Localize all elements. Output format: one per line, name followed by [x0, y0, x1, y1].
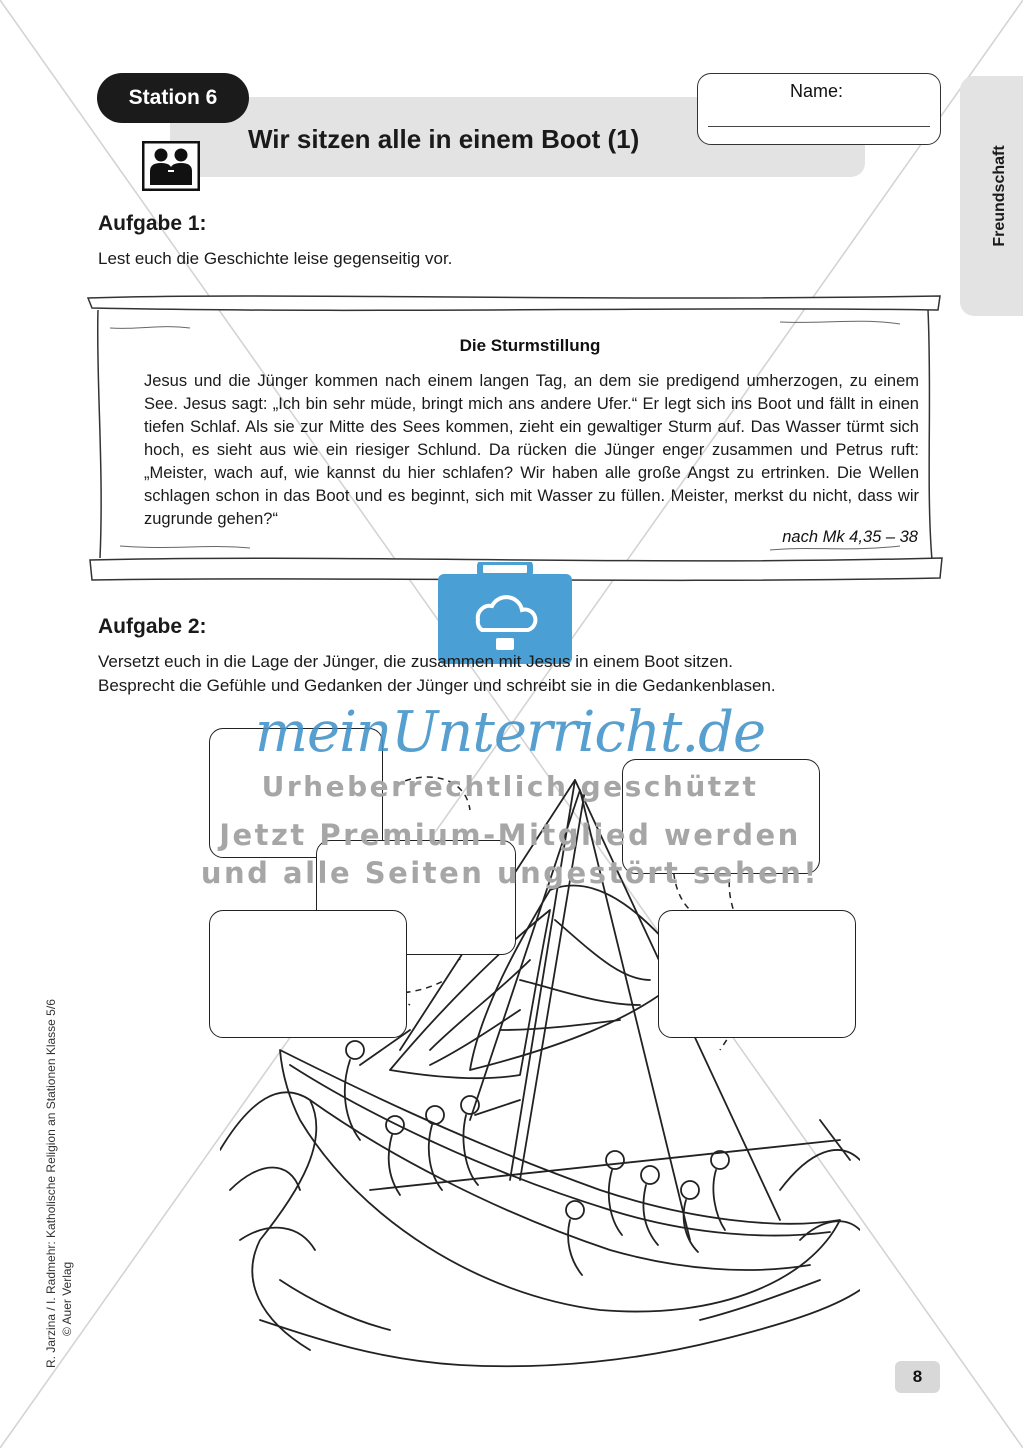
watermark-line-3: und alle Seiten ungestört sehen!	[200, 856, 820, 890]
page-title: Wir sitzen alle in einem Boot (1)	[248, 124, 640, 154]
task2-line1: Versetzt euch in die Lage der Jünger, die zusammen mit Jesus in einem Boot sitzen.	[98, 652, 734, 671]
credit-publisher: © Auer Verlag	[60, 1261, 74, 1336]
task1-heading: Aufgabe 1:	[98, 212, 207, 235]
task2-heading: Aufgabe 2:	[98, 615, 207, 638]
thought-bubble-5[interactable]	[658, 910, 856, 1038]
name-label: Name:	[790, 81, 844, 101]
name-write-line	[708, 126, 930, 127]
station-label: Station 6	[97, 73, 249, 123]
story-title: Die Sturmstillung	[459, 336, 601, 355]
thought-bubble-4[interactable]	[209, 910, 407, 1038]
partner-work-icon	[142, 141, 200, 191]
story-source: nach Mk 4,35 – 38	[782, 528, 918, 546]
side-tab-label: Freundschaft	[991, 145, 1008, 247]
story-text: Jesus und die Jünger kommen nach einem langen Tag, an dem sie predigend umherzogen, zu einem See. Jesus sagt: „Ich bin sehr müde, bringt mich ans andere Ufer.“ Er legt sich ins Boot und fällt in einen tiefen Schlaf. Als sie zur Mitte des Sees kommen, zieht ein gewaltiger Sturm auf. Das Wasser türmt sich hoch, es sieht aus wie ein riesiger Schlund. Da rücken die Jünger enger zusammen und Petrus ruft: „Meister, wach auf, wie kannst du hier schlafen? Wir haben alle große Angst zu ertrinken. Die Wellen schlagen schon in das Boot und es beginnt, sich mit Wasser zu füllen. Meister, merkst du nicht, dass wir zugrunde gehen?“	[144, 372, 919, 528]
task2-line2: Besprecht die Gefühle und Gedanken der Jünger und schreibt sie in die Gedankenblasen.	[98, 676, 776, 695]
watermark-line-2: Jetzt Premium-Mitglied werden	[219, 818, 801, 852]
watermark-brand: meinUnterricht.de	[254, 700, 766, 765]
credit-authors: R. Jarzina / I. Radmehr: Katholische Religion an Stationen Klasse 5/6	[44, 999, 58, 1368]
page-number: 8	[895, 1361, 940, 1393]
watermark-line-1: Urheberrechtlich geschützt	[261, 770, 759, 803]
task1-instruction: Lest euch die Geschichte leise gegenseitig vor.	[98, 249, 453, 268]
